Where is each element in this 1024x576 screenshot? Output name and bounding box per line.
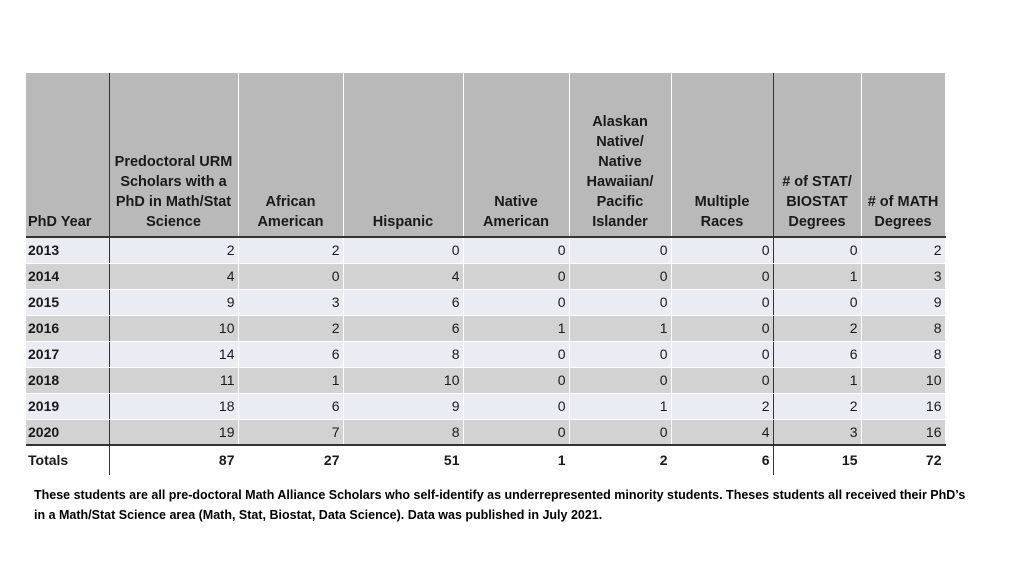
table-cell: 2: [569, 445, 671, 475]
table-cell: 0: [569, 419, 671, 445]
table-cell: 0: [463, 237, 569, 263]
table-cell: 2: [109, 237, 238, 263]
table-cell: 2: [773, 315, 861, 341]
table-cell: 72: [861, 445, 945, 475]
table-cell: 18: [109, 393, 238, 419]
table-cell: 10: [861, 367, 945, 393]
table-row: [26, 315, 945, 341]
row-label-cell: 2020: [26, 419, 109, 445]
table-header-row: [26, 73, 945, 237]
table-cell: 6: [238, 393, 343, 419]
header-native-american: Native American: [463, 73, 569, 237]
table-cell: 4: [109, 263, 238, 289]
table-cell: 6: [671, 445, 773, 475]
row-label-cell: 2019: [26, 393, 109, 419]
header-phd-year: PhD Year: [26, 73, 109, 237]
table-cell: 4: [671, 419, 773, 445]
table-cell: 2: [238, 315, 343, 341]
table-cell: 8: [861, 341, 945, 367]
table-cell: 0: [569, 367, 671, 393]
table-row: [26, 237, 945, 263]
totals-row: [26, 445, 945, 475]
table-cell: 7: [238, 419, 343, 445]
row-label-cell: 2015: [26, 289, 109, 315]
table-cell: 1: [463, 445, 569, 475]
table-caption: These students are all pre-doctoral Math Alliance Scholars who self-identify as underrepresented minority students. Theses students all received their PhD’s in a Math/Stat Science area (Math, Stat, Biostat, Data Science). Data was published in July 2021.: [34, 488, 966, 522]
row-label-cell: 2017: [26, 341, 109, 367]
table-cell: 6: [238, 341, 343, 367]
table-cell: 1: [569, 393, 671, 419]
table-cell: 19: [109, 419, 238, 445]
table-cell: 2: [671, 393, 773, 419]
header-multiple-races: Multiple Races: [671, 73, 773, 237]
table-cell: 0: [671, 289, 773, 315]
table-cell: 87: [109, 445, 238, 475]
table-cell: 6: [773, 341, 861, 367]
row-label-cell: 2014: [26, 263, 109, 289]
table-cell: 1: [463, 315, 569, 341]
table-cell: 16: [861, 393, 945, 419]
table-cell: 0: [671, 315, 773, 341]
table-cell: 0: [463, 289, 569, 315]
table-cell: 10: [109, 315, 238, 341]
header-stat-biostat-degrees: # of STAT/ BIOSTAT Degrees: [773, 73, 861, 237]
table-cell: 8: [343, 341, 463, 367]
table-cell: 8: [861, 315, 945, 341]
table-cell: 8: [343, 419, 463, 445]
table-row: [26, 419, 945, 445]
table-cell: 0: [671, 367, 773, 393]
table-cell: 0: [569, 341, 671, 367]
table-cell: 1: [238, 367, 343, 393]
table-cell: 0: [671, 263, 773, 289]
header-african-american: African American: [238, 73, 343, 237]
table-row: [26, 393, 945, 419]
table-cell: 1: [569, 315, 671, 341]
table-cell: 1: [773, 263, 861, 289]
table-cell: 0: [463, 341, 569, 367]
table-cell: 1: [773, 367, 861, 393]
table-cell: 3: [861, 263, 945, 289]
table-cell: 11: [109, 367, 238, 393]
table-cell: 3: [238, 289, 343, 315]
table-cell: 0: [238, 263, 343, 289]
phd-data-table: [26, 73, 946, 476]
table-cell: 3: [773, 419, 861, 445]
table-cell: 51: [343, 445, 463, 475]
table-cell: 16: [861, 419, 945, 445]
table-cell: 0: [463, 393, 569, 419]
table-cell: 4: [343, 263, 463, 289]
header-predoctoral-urm-scholars: Predoctoral URM Scholars with a PhD in Math/Stat Science: [109, 73, 238, 237]
table-cell: 0: [463, 263, 569, 289]
table-row: [26, 289, 945, 315]
table-cell: 2: [238, 237, 343, 263]
header-math-degrees: # of MATH Degrees: [861, 73, 945, 237]
table-cell: 0: [569, 237, 671, 263]
table-row: [26, 367, 945, 393]
table-cell: 9: [343, 393, 463, 419]
table-cell: 0: [569, 263, 671, 289]
table-cell: 6: [343, 315, 463, 341]
table-cell: 0: [463, 367, 569, 393]
row-label-cell: 2016: [26, 315, 109, 341]
header-hispanic: Hispanic: [343, 73, 463, 237]
row-label-cell: Totals: [26, 445, 109, 475]
table-cell: 0: [773, 289, 861, 315]
table-cell: 2: [861, 237, 945, 263]
table-cell: 9: [861, 289, 945, 315]
table-cell: 0: [463, 419, 569, 445]
table-cell: 15: [773, 445, 861, 475]
header-alaskan-native-pacific-islander: Alaskan Native/ Native Hawaiian/ Pacific Islander: [569, 73, 671, 237]
table-cell: 2: [773, 393, 861, 419]
table-row: [26, 341, 945, 367]
table-cell: 0: [569, 289, 671, 315]
table-row: [26, 263, 945, 289]
table-cell: 9: [109, 289, 238, 315]
table-cell: 6: [343, 289, 463, 315]
row-label-cell: 2013: [26, 237, 109, 263]
table-cell: 27: [238, 445, 343, 475]
table-cell: 0: [671, 341, 773, 367]
table-cell: 10: [343, 367, 463, 393]
table-cell: 0: [343, 237, 463, 263]
row-label-cell: 2018: [26, 367, 109, 393]
table-cell: 14: [109, 341, 238, 367]
table-cell: 0: [671, 237, 773, 263]
table-cell: 0: [773, 237, 861, 263]
